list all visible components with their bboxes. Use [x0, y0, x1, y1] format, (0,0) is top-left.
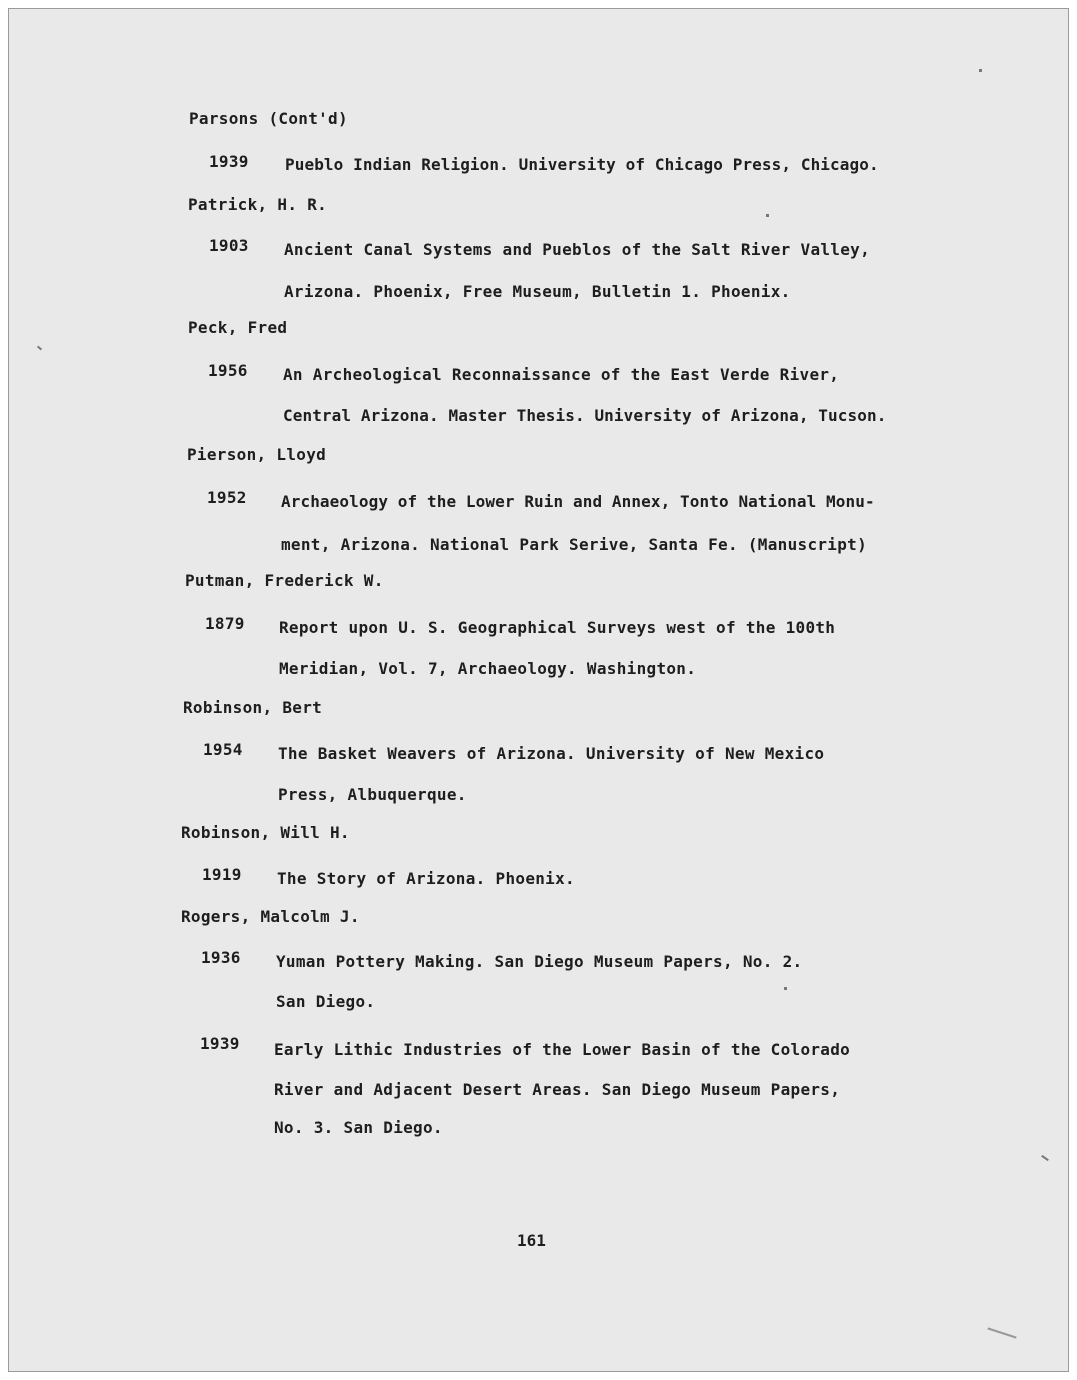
- entry-year: 1939: [200, 1034, 240, 1053]
- entry-year: 1936: [201, 948, 241, 967]
- entry-text: Yuman Pottery Making. San Diego Museum Papers, No. 2.: [276, 952, 803, 971]
- scan-speck: [784, 987, 787, 990]
- entry-text: An Archeological Reconnaissance of the East Verde River,: [283, 365, 840, 384]
- entry-text: Press, Albuquerque.: [278, 785, 467, 804]
- author-name: Parsons (Cont'd): [189, 109, 348, 128]
- author-name: Robinson, Bert: [183, 698, 323, 717]
- document-page: [8, 8, 1069, 1372]
- scan-speck: [766, 214, 769, 217]
- scan-speck: [987, 1327, 1016, 1338]
- entry-text: River and Adjacent Desert Areas. San Diego Museum Papers,: [274, 1080, 841, 1099]
- entry-text: Ancient Canal Systems and Pueblos of the Salt River Valley,: [284, 240, 871, 259]
- scan-speck: [979, 69, 982, 72]
- author-name: Patrick, H. R.: [188, 195, 328, 214]
- entry-year: 1939: [209, 152, 249, 171]
- entry-text: Meridian, Vol. 7, Archaeology. Washington.: [279, 659, 697, 678]
- entry-text: Central Arizona. Master Thesis. University of Arizona, Tucson.: [283, 406, 887, 425]
- entry-year: 1952: [207, 488, 247, 507]
- entry-year: 1919: [202, 865, 242, 884]
- entry-text: No. 3. San Diego.: [274, 1118, 443, 1137]
- entry-year: 1954: [203, 740, 243, 759]
- scan-speck: [1041, 1155, 1049, 1161]
- entry-text: San Diego.: [276, 992, 376, 1011]
- author-name: Pierson, Lloyd: [187, 445, 327, 464]
- entry-text: Archaeology of the Lower Ruin and Annex, Tonto National Monu-: [281, 492, 875, 511]
- author-name: Putman, Frederick W.: [185, 571, 384, 590]
- entry-year: 1903: [209, 236, 249, 255]
- entry-text: Pueblo Indian Religion. University of Chicago Press, Chicago.: [285, 155, 879, 174]
- entry-text: ment, Arizona. National Park Serive, Santa Fe. (Manuscript): [281, 535, 868, 554]
- author-name: Rogers, Malcolm J.: [181, 907, 360, 926]
- entry-text: The Story of Arizona. Phoenix.: [277, 869, 575, 888]
- entry-text: Early Lithic Industries of the Lower Basin of the Colorado: [274, 1040, 851, 1059]
- scan-speck: [37, 346, 42, 351]
- entry-text: The Basket Weavers of Arizona. University of New Mexico: [278, 744, 825, 763]
- entry-text: Report upon U. S. Geographical Surveys west of the 100th: [279, 618, 836, 637]
- author-name: Peck, Fred: [188, 318, 288, 337]
- entry-year: 1956: [208, 361, 248, 380]
- page-number: 161: [517, 1231, 546, 1250]
- entry-text: Arizona. Phoenix, Free Museum, Bulletin 1. Phoenix.: [284, 282, 791, 301]
- author-name: Robinson, Will H.: [181, 823, 350, 842]
- entry-year: 1879: [205, 614, 245, 633]
